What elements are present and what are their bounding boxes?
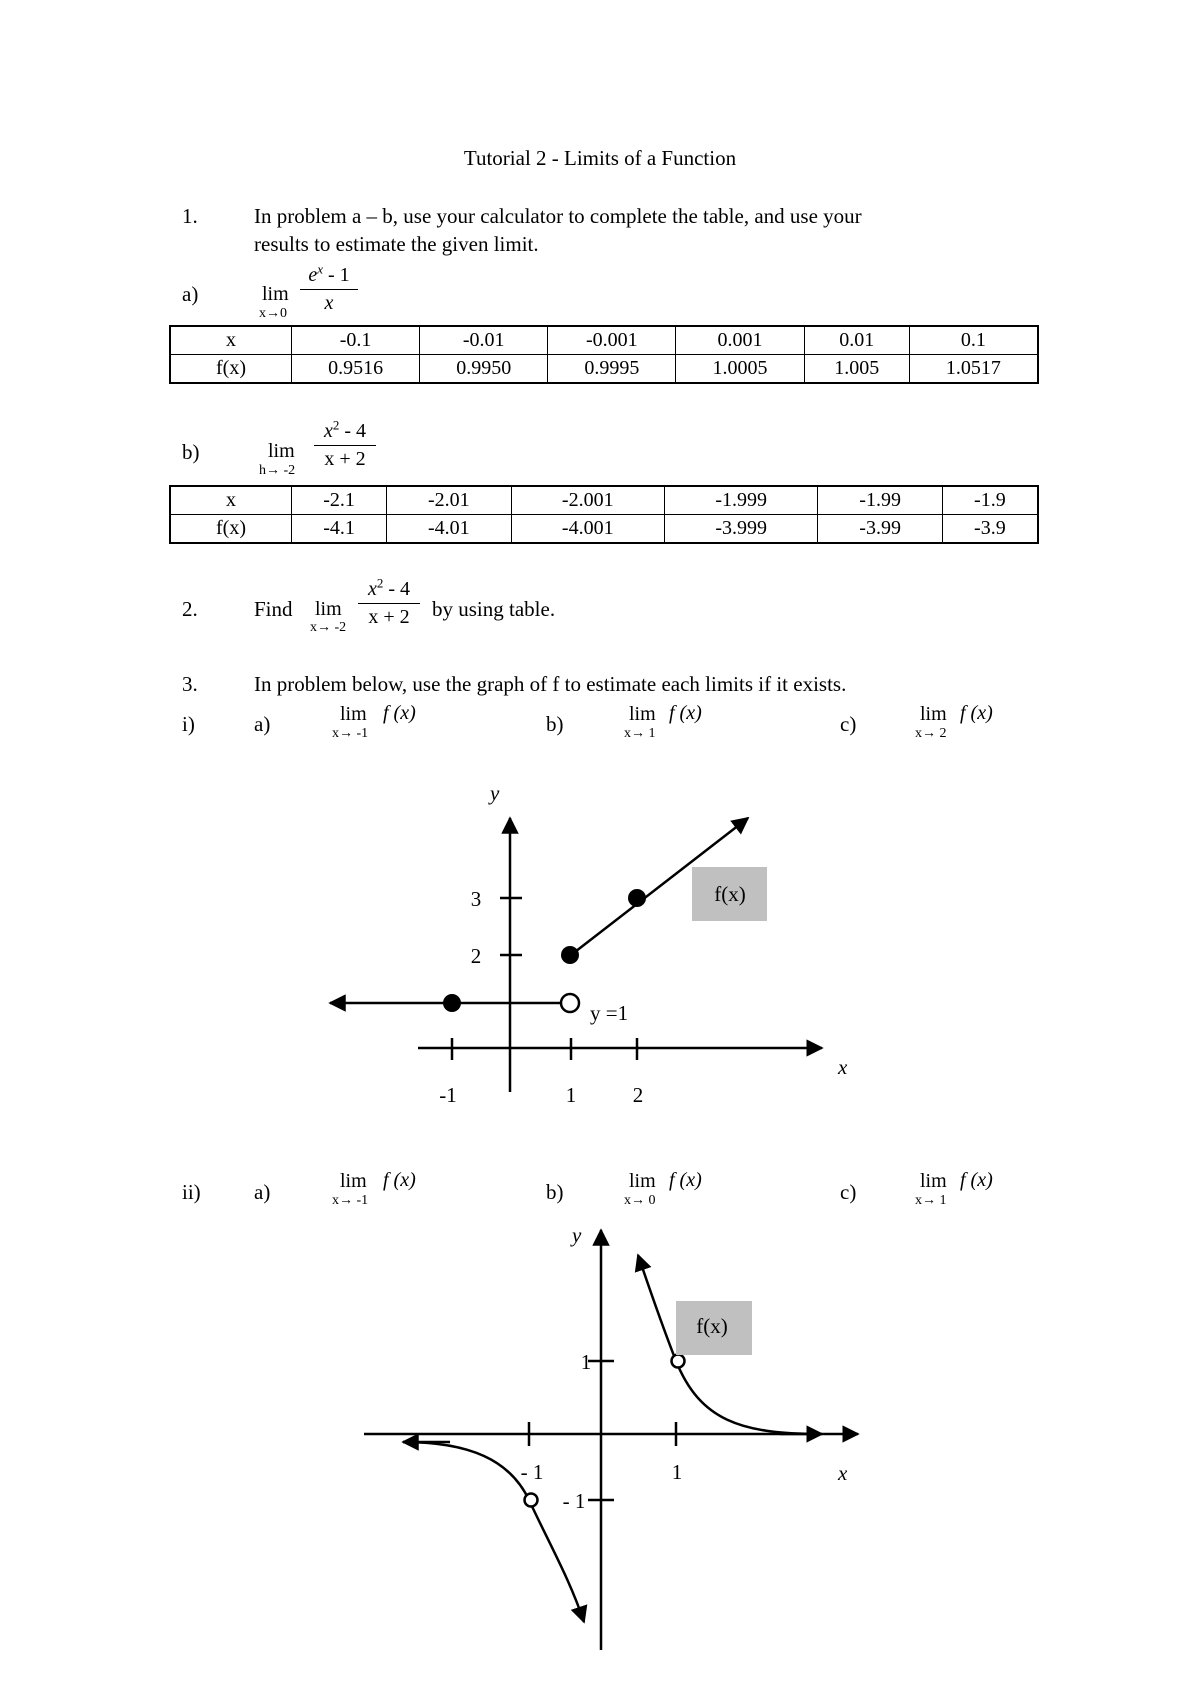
q1a-x-header: x: [171, 327, 292, 355]
graph-ii-y-label: y: [572, 1223, 582, 1247]
page-title: Tutorial 2 - Limits of a Function: [463, 146, 737, 170]
q1a-x-cell: 0.01: [804, 327, 909, 355]
q3i-a-label: a): [254, 712, 271, 736]
graph-i-y-tick-label: 3: [470, 887, 482, 911]
graph-ii-x-tick-label-neg: - 1: [520, 1460, 544, 1484]
graph-i-annotation: y =1: [590, 1001, 629, 1025]
q1b-lim: lim: [268, 440, 295, 462]
graph-i-x-label: x: [838, 1055, 848, 1079]
graph-i-y-tick-label: 2: [470, 944, 482, 968]
q1b-f-cell: -3.99: [818, 515, 942, 543]
graph-ii-x-label: x: [838, 1461, 848, 1485]
q1b-f-cell: -4.1: [292, 515, 387, 543]
graph-ii-y-tick-label-neg: - 1: [562, 1489, 586, 1513]
q1-text-line1: In problem a – b, use your calculator to complete the table, and use your: [254, 204, 862, 228]
q3ii-a-sub: x→ -1: [332, 1193, 369, 1208]
q1-text-line2: results to estimate the given limit.: [254, 232, 539, 256]
graph-i-x-tick-label: 1: [565, 1083, 577, 1107]
q2-denominator: x + 2: [368, 606, 410, 628]
q1b-x-header: x: [171, 487, 292, 515]
q1a-f-cell: 0.9995: [548, 355, 676, 383]
q3-number: 3.: [182, 672, 198, 696]
q1a-lim: lim: [262, 283, 289, 305]
q1b-denominator: x + 2: [324, 448, 366, 470]
graph-i-y-label: y: [490, 781, 500, 805]
q1b-x-cell: -2.1: [292, 487, 387, 515]
graph-ii-legend: f(x): [696, 1314, 728, 1338]
q3i-b-sub: x→ 1: [624, 726, 656, 741]
graph-ii-curve-left: [403, 1442, 584, 1622]
q1b-label: b): [182, 440, 200, 464]
q2-numerator: $x^2 - 4$: [367, 575, 411, 600]
q3i-b-label: b): [546, 712, 564, 736]
q3ii-c-expr: f (x): [960, 1169, 993, 1191]
q1b-x-cell: -1.999: [664, 487, 817, 515]
q3ii-b-label: b): [546, 1180, 564, 1204]
q1a-f-cell: 0.9950: [420, 355, 548, 383]
q3ii-a-lim: lim: [340, 1170, 367, 1192]
q1a-denominator: x: [324, 292, 334, 314]
q3i-c-sub: x→ 2: [915, 726, 947, 741]
q1b-x-cell: -1.9: [942, 487, 1037, 515]
q1b-lim-sub: h→ -2: [259, 463, 296, 478]
q3-text: In problem below, use the graph of f to estimate each limits if it exists.: [254, 672, 847, 696]
q3i-a-sub: x→ -1: [332, 726, 369, 741]
q1a-x-cell: -0.1: [292, 327, 420, 355]
q2-suffix: by using table.: [432, 597, 556, 621]
q3i-a-expr: f (x): [383, 702, 416, 724]
q3ii-c-sub: x→ 1: [915, 1193, 947, 1208]
q3ii-b-lim: lim: [629, 1170, 656, 1192]
q1b-x-cell: -1.99: [818, 487, 942, 515]
graph-i-x-tick-label: 2: [632, 1083, 644, 1107]
q1a-f-cell: 1.0517: [909, 355, 1037, 383]
q1b-f-cell: -3.9: [942, 515, 1037, 543]
q1b-x-cell: -2.01: [387, 487, 511, 515]
q3ii-b-sub: x→ 0: [624, 1193, 656, 1208]
q3i-a-lim: lim: [340, 703, 367, 725]
q3ii-label: ii): [182, 1180, 201, 1204]
q3ii-a-expr: f (x): [383, 1169, 416, 1191]
graph-ii-y-tick-label-pos: 1: [580, 1350, 592, 1374]
q3ii-c-label: c): [840, 1180, 857, 1204]
q1b-f-cell: -4.001: [511, 515, 664, 543]
q3i-c-lim: lim: [920, 703, 947, 725]
graph-ii-x-tick-label-pos: 1: [671, 1460, 683, 1484]
q1b-f-header: f(x): [171, 515, 292, 543]
q1a-label: a): [182, 282, 199, 306]
q1b-x-cell: -2.001: [511, 487, 664, 515]
graph-i-legend: f(x): [714, 882, 746, 906]
q2-number: 2.: [182, 597, 198, 621]
q1a-x-cell: -0.01: [420, 327, 548, 355]
q1a-f-cell: 1.005: [804, 355, 909, 383]
q2-lim-sub: x→ -2: [310, 620, 347, 635]
q1a-f-cell: 1.0005: [676, 355, 804, 383]
q3i-b-lim: lim: [629, 703, 656, 725]
q1a-lim-sub: x→0: [259, 306, 287, 321]
q1a-x-cell: 0.1: [909, 327, 1037, 355]
q1b-numerator: $x^2 - 4$: [323, 417, 367, 442]
graph-ii-open-point: [525, 1494, 538, 1507]
q2-find: Find: [254, 597, 293, 621]
q1b-f-cell: -3.999: [664, 515, 817, 543]
graph-ii-open-point: [672, 1355, 685, 1368]
q3ii-c-lim: lim: [920, 1170, 947, 1192]
q1a-x-cell: 0.001: [676, 327, 804, 355]
graph-i-x-tick-label: -1: [439, 1083, 457, 1107]
q1a-f-cell: 0.9516: [292, 355, 420, 383]
q1b-f-cell: -4.01: [387, 515, 511, 543]
q3ii-a-label: a): [254, 1180, 271, 1204]
q3ii-b-expr: f (x): [669, 1169, 702, 1191]
q1a-f-header: f(x): [171, 355, 292, 383]
q2-lim: lim: [315, 598, 342, 620]
q1a-numerator: $e^x - 1$: [308, 261, 350, 286]
q3i-label: i): [182, 712, 195, 736]
q3i-c-expr: f (x): [960, 702, 993, 724]
q1-number: 1.: [182, 204, 198, 228]
q3i-c-label: c): [840, 712, 857, 736]
q3i-b-expr: f (x): [669, 702, 702, 724]
q1a-x-cell: -0.001: [548, 327, 676, 355]
